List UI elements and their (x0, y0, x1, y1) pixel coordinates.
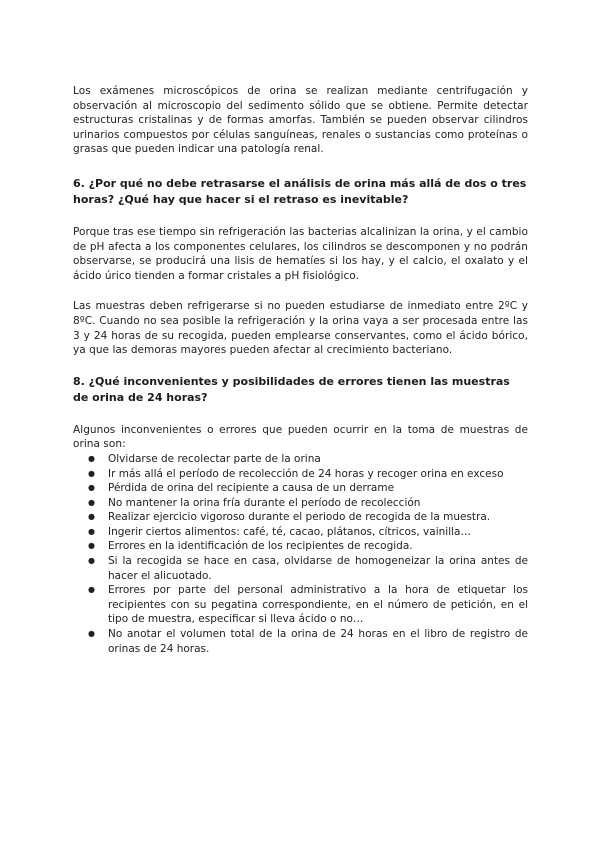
list-item: ● Olvidarse de recolectar parte de la orina (73, 452, 528, 467)
question-6-paragraph-1: Porque tras ese tiempo sin refrigeración las bacterias alcalinizan la orina, y el cambio de pH afecta a los componentes celulares, los cilindros se descomponen y no podrán observarse, se producirá una lisis de hematíes si los hay, y el calcio, el oxalato y el ácido úrico tienden a formar cristales a pH fisiológico. (73, 225, 528, 282)
question-6-heading: 6. ¿Por qué no debe retrasarse el análisis de orina más allá de dos o tres horas? ¿Qué hay que hacer si el retraso es inevitable? (73, 176, 527, 206)
list-item: ● Errores en la identificación de los recipientes de recogida. (73, 539, 528, 554)
list-item: ● No mantener la orina fría durante el período de recolección (73, 496, 528, 511)
list-item: ● Ir más allá el período de recolección de 24 horas y recoger orina en exceso (73, 467, 528, 482)
list-item: ● Pérdida de orina del recipiente a causa de un derrame (73, 481, 528, 496)
question-6-paragraph-2: Las muestras deben refrigerarse si no pueden estudiarse de inmediato entre 2ºC y 8ºC. Cuando no sea posible la refrigeración y la orina vaya a ser procesada entre las 3 y 24 horas de su recogida, pueden emplearse conservantes, como el ácido bórico, ya que las demoras mayores pueden afectar al crecimiento bacteriano. (73, 300, 528, 357)
question-8-heading: 8. ¿Qué inconvenientes y posibilidades de errores tienen las muestras de orina de 24 horas? (73, 374, 510, 404)
list-item: ● Si la recogida se hace en casa, olvidarse de homogeneizar la orina antes de hacer el alicuotado. (73, 554, 528, 583)
question-8-lead: Algunos inconvenientes o errores que pueden ocurrir en la toma de muestras de orina son: (73, 423, 528, 451)
errors-list (73, 452, 528, 656)
list-item: ● Realizar ejercicio vigoroso durante el periodo de recogida de la muestra. (73, 510, 528, 525)
intro-paragraph: Los exámenes microscópicos de orina se realizan mediante centrifugación y observación al microscopio del sedimento sólido que se obtiene. Permite detectar estructuras cristalinas y de formas amorfas. También se pueden observar cilindros urinarios compuestos por células sanguíneas, renales o sustancias como proteínas o grasas que pueden indicar una patología renal. (73, 85, 528, 156)
list-item: ● No anotar el volumen total de la orina de 24 horas en el libro de registro de orinas de 24 horas. (73, 627, 528, 656)
list-item: ● Ingerir ciertos alimentos: café, té, cacao, plátanos, cítricos, vainilla… (73, 525, 528, 540)
list-item: ● Errores por parte del personal administrativo a la hora de etiquetar los recipientes con su pegatina correspondiente, en el número de petición, en el tipo de muestra, especificar si lleva ácido o no… (73, 583, 528, 627)
